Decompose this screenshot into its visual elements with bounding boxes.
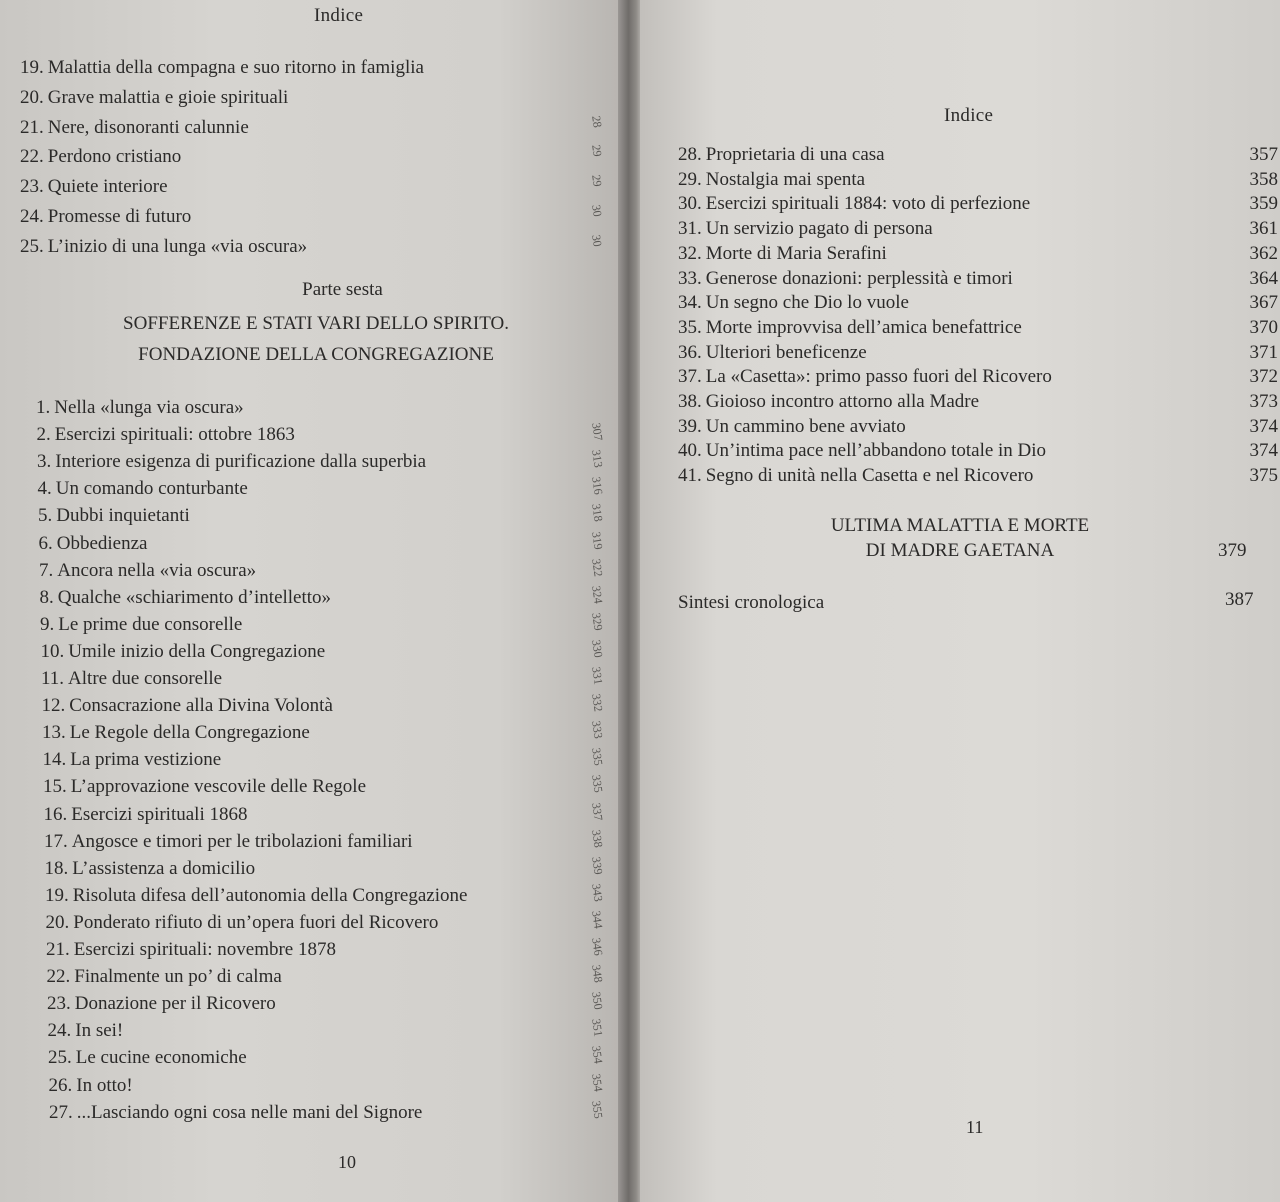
toc-entry (678, 415, 1278, 439)
toc-entry-page: 30 (589, 233, 605, 248)
toc-entry-number: 41. (678, 465, 702, 487)
chronology-title: Sintesi cronologica (678, 592, 825, 613)
toc-entry-title: Esercizi spirituali 1884: voto di perfezione (705, 193, 1031, 215)
toc-entry-title: La prima vestizione (70, 749, 222, 771)
toc-entry-title: Morte improvvisa dell’amica benefattrice (705, 316, 1022, 338)
toc-entry-page: 348 (589, 963, 606, 984)
toc-entry (20, 233, 605, 259)
toc-entry (41, 692, 606, 718)
toc-entry-number: 5. (38, 505, 53, 527)
toc-entry (49, 1099, 606, 1125)
toc-entry-number: 39. (678, 415, 702, 437)
final-section-line-2: DI MADRE GAETANA (865, 540, 1055, 561)
toc-entry-title: Qualche «schiarimento d’intelletto» (57, 586, 332, 608)
toc-entry-number: 12. (41, 695, 66, 717)
toc-entry-number: 3. (37, 451, 52, 473)
toc-entry-page: 335 (589, 774, 606, 794)
toc-entry-title: Grave malattia e gioie spirituali (47, 86, 289, 108)
toc-entry (46, 963, 606, 989)
toc-entry-number: 32. (678, 242, 702, 264)
toc-entry-page: 343 (589, 882, 606, 903)
toc-entry-page: 344 (589, 909, 606, 930)
toc-entry (44, 828, 606, 854)
toc-entry-page: 361 (1249, 218, 1278, 240)
toc-entry (678, 390, 1278, 414)
toc-entry-number: 28. (678, 144, 702, 165)
toc-entry (20, 173, 605, 199)
toc-entry-title: Morte di Maria Serafini (705, 242, 887, 264)
toc-entry-page: 375 (1249, 465, 1278, 487)
toc-entry-number: 4. (37, 478, 52, 500)
toc-entry-page: 354 (589, 1072, 606, 1092)
toc-entry-number: 11. (41, 668, 65, 689)
toc-entry-title: Ancora nella «via oscura» (57, 559, 257, 581)
toc-entry-page: 29 (589, 144, 605, 158)
toc-entry (47, 1017, 606, 1043)
toc-entry-title: Un’intima pace nell’abbandono totale in Dio (705, 440, 1047, 462)
toc-entry-page: 374 (1249, 440, 1278, 462)
toc-entry-title: Quiete interiore (47, 176, 168, 198)
toc-entry-page: 362 (1249, 242, 1278, 264)
toc-entry-number: 24. (20, 206, 44, 227)
toc-entry-number: 24. (47, 1020, 72, 1042)
toc-entry-page: 333 (589, 719, 606, 740)
chronology-page: 387 (1225, 589, 1254, 610)
toc-entry-page: 364 (1249, 267, 1278, 289)
toc-entry-number: 6. (38, 532, 53, 554)
toc-entry-number: 1. (36, 397, 51, 418)
toc-entry (20, 56, 424, 80)
toc-entry (678, 464, 1278, 488)
toc-entry-title: Gioioso incontro attorno alla Madre (705, 391, 980, 412)
toc-entry-page: 374 (1249, 415, 1278, 437)
toc-entry-number: 38. (678, 391, 702, 412)
toc-entry-title: Dubbi inquietanti (56, 505, 190, 527)
toc-entry-number: 33. (678, 267, 702, 289)
toc-entry-number: 29. (678, 168, 702, 190)
toc-entry-page: 371 (1249, 341, 1278, 363)
toc-entry-page: 313 (589, 448, 606, 469)
toc-entry-title: Esercizi spirituali 1868 (71, 803, 248, 825)
toc-entry-number: 18. (44, 857, 69, 879)
toc-entry-number: 37. (678, 366, 702, 388)
toc-entry (678, 341, 1278, 365)
toc-entry (678, 316, 1278, 340)
toc-entry (38, 503, 606, 528)
toc-entry-title: Perdono cristiano (47, 146, 182, 168)
toc-entry-page: 331 (589, 665, 606, 686)
toc-entry (42, 746, 606, 772)
toc-entry-number: 15. (43, 776, 67, 798)
toc-entry-title: In otto! (76, 1074, 133, 1096)
toc-entry-number: 26. (48, 1074, 73, 1096)
toc-entry-page: 307 (589, 421, 606, 442)
toc-entry-number: 36. (678, 341, 702, 363)
toc-entry (45, 882, 606, 908)
toc-entry (678, 192, 1278, 216)
toc-entry (42, 719, 606, 745)
toc-entry-number: 20. (20, 86, 44, 108)
toc-entry-title: Un comando conturbante (55, 478, 248, 500)
toc-entry-page: 358 (1249, 168, 1278, 190)
toc-entry-title: Le prime due consorelle (58, 613, 243, 635)
toc-entry-page: 316 (589, 475, 606, 496)
toc-entry-title: Angosce e timori per le tribolazioni familiari (71, 830, 413, 852)
toc-entry-title: Obbedienza (56, 532, 148, 554)
toc-entry-number: 22. (46, 966, 71, 988)
toc-entry (41, 665, 606, 691)
toc-entry-page: 324 (589, 584, 606, 605)
toc-entry-number: 19. (45, 884, 69, 906)
toc-entry-title: Un cammino bene avviato (705, 415, 906, 437)
toc-entry (45, 909, 606, 935)
toc-entry-page: 319 (589, 530, 606, 550)
toc-entry-title: Segno di unità nella Casetta e nel Ricovero (705, 465, 1034, 487)
toc-entry-title: L’inizio di una lunga «via oscura» (47, 235, 308, 257)
toc-entry (40, 611, 606, 637)
toc-entry-title: Nella «lunga via oscura» (54, 397, 244, 418)
toc-entry-page: 332 (589, 692, 606, 713)
toc-entry-number: 27. (49, 1101, 73, 1123)
toc-entry-page: 357 (1249, 144, 1278, 165)
toc-entry-title: Generose donazioni: perplessità e timori (705, 267, 1013, 289)
toc-entry-number: 9. (40, 613, 55, 635)
toc-entry (678, 267, 1278, 291)
toc-entry-title: Ulteriori beneficenze (705, 341, 867, 363)
toc-entry-number: 20. (45, 911, 70, 933)
toc-entry-page: 329 (589, 611, 606, 632)
toc-entry (36, 421, 606, 447)
toc-entry-number: 21. (20, 116, 44, 138)
toc-entry-number: 13. (42, 722, 66, 744)
toc-entry-title: Malattia della compagna e suo ritorno in famiglia (47, 57, 424, 78)
toc-entry (678, 143, 1278, 167)
toc-entry-title: Umile inizio della Congregazione (68, 640, 326, 662)
toc-entry (43, 801, 606, 827)
toc-entry (678, 168, 1278, 192)
toc-entry-title: Promesse di futuro (47, 206, 192, 227)
toc-entry-number: 19. (20, 57, 44, 78)
toc-entry-number: 23. (47, 993, 71, 1015)
toc-entry-title: ...Lasciando ogni cosa nelle mani del Signore (76, 1101, 423, 1123)
toc-entry-title: In sei! (75, 1020, 124, 1042)
toc-entry-title: Proprietaria di una casa (705, 144, 885, 165)
toc-entry-number: 25. (48, 1047, 72, 1069)
toc-entry (46, 936, 606, 962)
toc-entry (39, 584, 606, 610)
toc-entry-title: Interiore esigenza di purificazione dalla superbia (55, 451, 427, 473)
toc-entry-number: 22. (20, 146, 44, 168)
toc-entry-page: 330 (589, 638, 606, 659)
toc-entry (48, 1045, 606, 1070)
part-label: Parte sesta (302, 279, 383, 300)
toc-entry-page: 337 (589, 801, 606, 821)
toc-entry-page: 354 (589, 1045, 606, 1065)
toc-entry-number: 35. (678, 316, 702, 338)
toc-entry-title: Ponderato rifiuto di un’opera fuori del Ricovero (73, 911, 439, 933)
toc-entry-page: 370 (1249, 316, 1278, 338)
toc-entry-page: 351 (589, 1017, 606, 1038)
toc-entry-title: Le Regole della Congregazione (69, 722, 310, 744)
left-page-header: Indice (314, 5, 364, 26)
toc-entry (678, 217, 1278, 241)
right-page-number: 11 (966, 1117, 984, 1137)
toc-entry-page: 346 (589, 936, 606, 957)
toc-entry (20, 114, 605, 140)
toc-entry (40, 638, 606, 664)
toc-entry-title: Consacrazione alla Divina Volontà (69, 695, 333, 717)
toc-entry (678, 242, 1278, 266)
toc-entry-title: Esercizi spirituali: novembre 1878 (73, 939, 336, 960)
toc-entry (37, 475, 606, 501)
toc-entry (20, 86, 288, 110)
toc-entry-page: 359 (1249, 193, 1278, 215)
toc-entry (48, 1072, 606, 1098)
toc-entry-title: Risoluta difesa dell’autonomia della Congregazione (72, 884, 468, 906)
toc-entry-title: Nere, disonoranti calunnie (47, 116, 249, 138)
final-section-line-1: ULTIMA MALATTIA E MORTE (830, 515, 1090, 536)
toc-entry (37, 448, 606, 474)
toc-entry (20, 144, 605, 169)
toc-entry-number: 8. (39, 586, 54, 608)
toc-entry-number: 23. (20, 176, 44, 198)
toc-entry-title: Esercizi spirituali: ottobre 1863 (54, 424, 295, 446)
toc-entry-number: 2. (36, 424, 51, 446)
toc-entry-number: 25. (20, 235, 44, 257)
toc-entry-page: 372 (1249, 366, 1278, 388)
toc-entry-title: La «Casetta»: primo passo fuori del Ricovero (705, 366, 1052, 388)
toc-entry (678, 439, 1278, 463)
toc-entry-page: 322 (589, 557, 606, 578)
toc-entry-page: 367 (1249, 292, 1278, 314)
toc-entry-number: 30. (678, 193, 702, 215)
toc-entry-number: 31. (678, 218, 702, 240)
toc-entry-number: 21. (46, 939, 70, 960)
left-page-number: 10 (338, 1152, 356, 1172)
toc-entry-title: Finalmente un po’ di calma (74, 966, 282, 988)
toc-entry-title: Un segno che Dio lo vuole (705, 292, 909, 314)
toc-entry (47, 990, 606, 1016)
toc-entry-page: 30 (589, 203, 605, 218)
toc-entry (678, 365, 1278, 389)
toc-entry-number: 16. (43, 803, 68, 825)
toc-entry-title: Le cucine economiche (75, 1047, 247, 1069)
toc-entry-number: 10. (40, 640, 65, 662)
toc-entry (44, 855, 606, 881)
final-section-page: 379 (1218, 540, 1247, 561)
toc-entry-title: L’assistenza a domicilio (72, 857, 256, 879)
toc-entry-number: 7. (39, 559, 54, 581)
toc-entry (20, 203, 605, 229)
toc-entry-page: 318 (589, 503, 606, 523)
toc-entry (38, 530, 606, 556)
toc-entry-title: Un servizio pagato di persona (705, 218, 933, 240)
toc-entry-title: Altre due consorelle (68, 668, 223, 689)
part-title-line-1: SOFFERENZE E STATI VARI DELLO SPIRITO. (123, 313, 509, 334)
toc-entry-page: 28 (589, 114, 605, 129)
toc-entry (39, 557, 606, 583)
toc-entry-title: Nostalgia mai spenta (705, 168, 866, 190)
toc-entry-number: 40. (678, 440, 702, 462)
toc-entry-page: 355 (589, 1099, 606, 1120)
toc-entry-page: 339 (589, 855, 606, 876)
toc-entry-number: 14. (42, 749, 67, 771)
toc-entry-number: 17. (44, 830, 68, 852)
toc-entry-page: 29 (589, 173, 605, 188)
toc-entry-title: Donazione per il Ricovero (74, 993, 276, 1015)
right-page (640, 0, 1280, 1202)
toc-entry-page: 335 (589, 746, 606, 767)
toc-entry-page: 338 (589, 828, 606, 849)
right-page-header: Indice (944, 105, 994, 126)
toc-entry (43, 774, 606, 799)
left-page (0, 0, 622, 1202)
toc-entry-page: 350 (589, 990, 606, 1011)
toc-entry-page: 373 (1249, 391, 1278, 412)
toc-entry-title: L’approvazione vescovile delle Regole (70, 776, 367, 798)
part-title-line-2: FONDAZIONE DELLA CONGREGAZIONE (138, 344, 494, 365)
toc-entry (36, 396, 244, 420)
toc-entry (678, 291, 1278, 315)
toc-entry-number: 34. (678, 292, 702, 314)
